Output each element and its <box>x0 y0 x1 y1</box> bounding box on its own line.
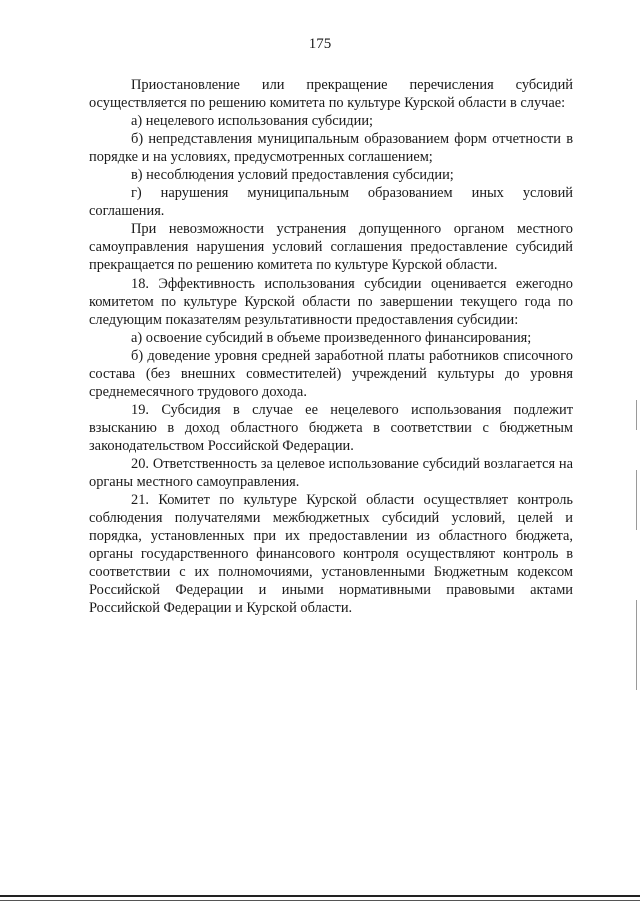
paragraph-20-responsibility: 20. Ответственность за целевое использование субсидий возлагается на органы местного самоуправления. <box>89 455 573 491</box>
scan-bottom-border-thin <box>0 900 640 901</box>
scan-edge-mark <box>636 400 637 430</box>
paragraph-termination: При невозможности устранения допущенного органом местного самоуправления нарушения условий соглашения предоставление субсидий прекращается по решению комитета по культуре Курской области. <box>89 221 573 274</box>
paragraph-item-v-conditions: в) несоблюдения условий предоставления субсидии; <box>131 167 454 184</box>
paragraph-21-control: 21. Комитет по культуре Курской области осуществляет контроль соблюдения получателями межбюджетных субсидий условий, целей и порядка, установленных при их предоставлении из областного бюджета, органы государственного финансового контроля осуществляют контроль в соответствии с их полномочиями, установленными Бюджетным кодексом Российской Федерации и иными нормативными правовыми актами Российской Федерации и Курской области. <box>89 492 573 617</box>
paragraph-19-recovery: 19. Субсидия в случае ее нецелевого использования подлежит взысканию в доход областного бюджета в соответствии с бюджетным законодательством Российской Федерации. <box>89 401 573 454</box>
scan-edge-mark <box>636 470 637 530</box>
page-number: 175 <box>308 36 332 52</box>
scan-bottom-border <box>0 895 640 897</box>
paragraph-item-g-violations: г) нарушения муниципальным образованием иных условий соглашения. <box>89 185 573 220</box>
paragraph-item-b-reporting: б) непредставления муниципальным образованием форм отчетности в порядке и на условиях, предусмотренных соглашением; <box>89 131 573 166</box>
paragraph-18-item-b: б) доведение уровня средней заработной платы работников списочного состава (без внешних совместителей) учреждений культуры до уровня среднемесячного трудового дохода. <box>89 347 573 400</box>
scan-edge-mark <box>636 600 637 690</box>
paragraph-item-a-misuse: а) нецелевого использования субсидии; <box>131 113 374 130</box>
document-body <box>89 76 573 617</box>
paragraph-18-efficiency: 18. Эффективность использования субсидии оценивается ежегодно комитетом по культуре Курской области по завершении текущего года по следующим показателям результативности предоставления субсидии: <box>89 275 573 328</box>
paragraph-suspension-intro: Приостановление или прекращение перечисления субсидий осуществляется по решению комитета по культуре Курской области в случае: <box>89 77 573 112</box>
paragraph-18-item-a: а) освоение субсидий в объеме произведенного финансирования; <box>131 329 532 346</box>
